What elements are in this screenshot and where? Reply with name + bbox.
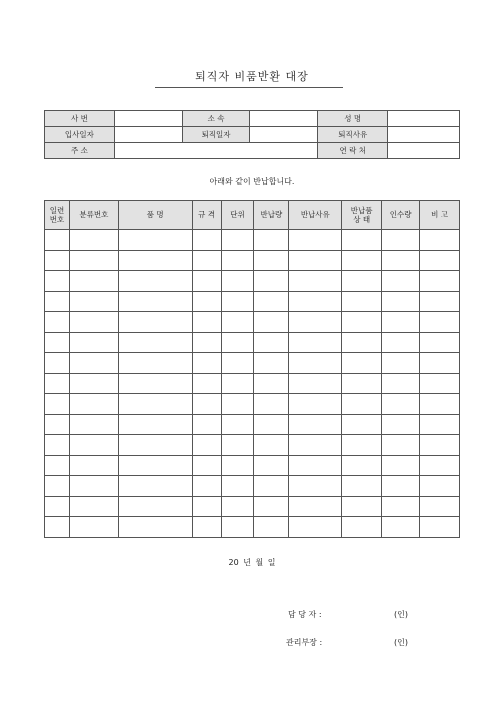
table-cell[interactable] xyxy=(45,455,70,476)
table-cell[interactable] xyxy=(420,517,460,538)
table-cell[interactable] xyxy=(45,312,70,333)
table-cell[interactable] xyxy=(254,250,289,271)
table-cell[interactable] xyxy=(342,517,382,538)
table-cell[interactable] xyxy=(289,414,342,435)
table-cell[interactable] xyxy=(118,476,192,497)
table-cell[interactable] xyxy=(382,414,420,435)
table-cell[interactable] xyxy=(254,353,289,374)
table-cell[interactable] xyxy=(221,332,254,353)
table-cell[interactable] xyxy=(221,291,254,312)
chief-label: 관리부장 : xyxy=(286,638,323,647)
table-cell[interactable] xyxy=(382,517,420,538)
table-cell[interactable] xyxy=(289,394,342,415)
table-cell[interactable] xyxy=(45,250,70,271)
table-cell[interactable] xyxy=(192,373,221,394)
table-cell[interactable] xyxy=(342,414,382,435)
table-cell[interactable] xyxy=(254,373,289,394)
table-cell[interactable] xyxy=(118,496,192,517)
table-cell[interactable] xyxy=(118,230,192,251)
table-cell[interactable] xyxy=(382,312,420,333)
table-cell[interactable] xyxy=(221,353,254,374)
retire-reason-field[interactable] xyxy=(388,127,460,143)
table-cell[interactable] xyxy=(342,496,382,517)
table-cell[interactable] xyxy=(192,332,221,353)
table-cell[interactable] xyxy=(45,291,70,312)
table-cell[interactable] xyxy=(342,435,382,456)
table-cell[interactable] xyxy=(382,332,420,353)
table-cell[interactable] xyxy=(289,332,342,353)
table-row xyxy=(45,496,460,517)
table-row xyxy=(45,291,460,312)
table-cell[interactable] xyxy=(382,271,420,292)
table-row xyxy=(45,435,460,456)
table-cell[interactable] xyxy=(69,373,118,394)
header-unit: 단위 xyxy=(221,201,254,230)
table-cell[interactable] xyxy=(420,250,460,271)
table-cell[interactable] xyxy=(118,312,192,333)
table-cell[interactable] xyxy=(289,435,342,456)
header-return-reason: 반납사유 xyxy=(289,201,342,230)
table-cell[interactable] xyxy=(342,230,382,251)
table-cell[interactable] xyxy=(221,271,254,292)
table-cell[interactable] xyxy=(420,271,460,292)
table-row xyxy=(45,517,460,538)
table-cell[interactable] xyxy=(254,476,289,497)
table-cell[interactable] xyxy=(289,517,342,538)
table-cell[interactable] xyxy=(192,517,221,538)
contact-label: 연 락 처 xyxy=(318,143,388,159)
table-cell[interactable] xyxy=(254,271,289,292)
table-cell[interactable] xyxy=(221,455,254,476)
table-cell[interactable] xyxy=(221,373,254,394)
table-cell[interactable] xyxy=(254,394,289,415)
table-cell[interactable] xyxy=(221,312,254,333)
date-line: 20 년 월 일 xyxy=(228,558,276,567)
table-cell[interactable] xyxy=(221,394,254,415)
table-cell[interactable] xyxy=(254,332,289,353)
name-field[interactable] xyxy=(388,111,460,127)
table-cell[interactable] xyxy=(192,230,221,251)
table-cell[interactable] xyxy=(221,517,254,538)
chief-seal: (인) xyxy=(394,638,408,647)
retire-date-label: 퇴직일자 xyxy=(182,127,250,143)
header-item-name: 품 명 xyxy=(118,201,192,230)
table-cell[interactable] xyxy=(192,271,221,292)
table-cell[interactable] xyxy=(69,291,118,312)
table-cell[interactable] xyxy=(69,250,118,271)
table-cell[interactable] xyxy=(382,455,420,476)
table-cell[interactable] xyxy=(192,455,221,476)
title-underline xyxy=(155,87,343,88)
table-cell[interactable] xyxy=(342,312,382,333)
department-label: 소 속 xyxy=(182,111,250,127)
table-cell[interactable] xyxy=(382,373,420,394)
table-cell[interactable] xyxy=(45,435,70,456)
table-row xyxy=(45,373,460,394)
table-cell[interactable] xyxy=(420,312,460,333)
table-cell[interactable] xyxy=(420,455,460,476)
table-cell[interactable] xyxy=(69,353,118,374)
table-cell[interactable] xyxy=(118,435,192,456)
table-cell[interactable] xyxy=(382,496,420,517)
table-cell[interactable] xyxy=(382,353,420,374)
table-row xyxy=(45,332,460,353)
table-cell[interactable] xyxy=(221,250,254,271)
table-cell[interactable] xyxy=(342,476,382,497)
header-item-condition: 반납품 상 태 xyxy=(342,201,382,230)
table-cell[interactable] xyxy=(192,250,221,271)
table-cell[interactable] xyxy=(342,332,382,353)
table-cell[interactable] xyxy=(45,394,70,415)
table-cell[interactable] xyxy=(342,291,382,312)
table-cell[interactable] xyxy=(118,394,192,415)
table-cell[interactable] xyxy=(420,414,460,435)
table-cell[interactable] xyxy=(254,312,289,333)
retire-reason-label: 퇴직사유 xyxy=(318,127,388,143)
table-cell[interactable] xyxy=(69,271,118,292)
table-cell[interactable] xyxy=(192,476,221,497)
table-cell[interactable] xyxy=(192,435,221,456)
table-cell[interactable] xyxy=(289,271,342,292)
table-cell[interactable] xyxy=(254,230,289,251)
table-cell[interactable] xyxy=(420,291,460,312)
table-cell[interactable] xyxy=(118,250,192,271)
table-cell[interactable] xyxy=(289,476,342,497)
table-cell[interactable] xyxy=(221,496,254,517)
table-row xyxy=(45,271,460,292)
table-cell[interactable] xyxy=(69,332,118,353)
table-cell[interactable] xyxy=(382,476,420,497)
table-row xyxy=(45,394,460,415)
table-cell[interactable] xyxy=(45,476,70,497)
table-cell[interactable] xyxy=(342,250,382,271)
table-cell[interactable] xyxy=(69,312,118,333)
table-cell[interactable] xyxy=(45,230,70,251)
table-row xyxy=(45,414,460,435)
return-items-table xyxy=(44,200,460,538)
table-cell[interactable] xyxy=(192,496,221,517)
table-cell[interactable] xyxy=(192,312,221,333)
address-field[interactable] xyxy=(114,143,317,159)
table-cell[interactable] xyxy=(254,455,289,476)
table-cell[interactable] xyxy=(254,414,289,435)
table-cell[interactable] xyxy=(118,517,192,538)
hire-date-label: 입사일자 xyxy=(45,127,115,143)
table-cell[interactable] xyxy=(45,414,70,435)
table-cell[interactable] xyxy=(69,455,118,476)
table-cell[interactable] xyxy=(69,394,118,415)
table-cell[interactable] xyxy=(118,291,192,312)
table-cell[interactable] xyxy=(382,230,420,251)
table-cell[interactable] xyxy=(45,373,70,394)
table-cell[interactable] xyxy=(45,496,70,517)
table-cell[interactable] xyxy=(254,517,289,538)
table-cell[interactable] xyxy=(69,435,118,456)
table-cell[interactable] xyxy=(118,353,192,374)
table-cell[interactable] xyxy=(342,271,382,292)
table-cell[interactable] xyxy=(118,271,192,292)
table-cell[interactable] xyxy=(420,394,460,415)
hire-date-field[interactable] xyxy=(114,127,182,143)
name-label: 성 명 xyxy=(318,111,388,127)
table-cell[interactable] xyxy=(118,332,192,353)
table-cell[interactable] xyxy=(254,496,289,517)
table-cell[interactable] xyxy=(69,230,118,251)
table-cell[interactable] xyxy=(420,476,460,497)
table-cell[interactable] xyxy=(289,291,342,312)
header-remarks: 비 고 xyxy=(420,201,460,230)
manager-label: 담 당 자 : xyxy=(288,610,322,619)
table-cell[interactable] xyxy=(118,373,192,394)
employee-number-field[interactable] xyxy=(114,111,182,127)
table-cell[interactable] xyxy=(382,291,420,312)
table-cell[interactable] xyxy=(118,414,192,435)
table-row xyxy=(45,250,460,271)
table-cell[interactable] xyxy=(192,394,221,415)
table-cell[interactable] xyxy=(254,435,289,456)
table-cell[interactable] xyxy=(420,353,460,374)
table-cell[interactable] xyxy=(118,455,192,476)
table-cell[interactable] xyxy=(192,291,221,312)
contact-field[interactable] xyxy=(388,143,460,159)
table-row xyxy=(45,476,460,497)
table-cell[interactable] xyxy=(221,435,254,456)
table-cell[interactable] xyxy=(192,414,221,435)
table-cell[interactable] xyxy=(289,353,342,374)
table-cell[interactable] xyxy=(254,291,289,312)
table-cell[interactable] xyxy=(69,496,118,517)
employee-number-label: 사 번 xyxy=(45,111,115,127)
table-cell[interactable] xyxy=(221,476,254,497)
intro-text: 아래와 같이 반납합니다. xyxy=(209,177,295,186)
header-category-no: 분류번호 xyxy=(69,201,118,230)
header-return-qty: 반납량 xyxy=(254,201,289,230)
table-cell[interactable] xyxy=(45,271,70,292)
header-received-qty: 인수량 xyxy=(382,201,420,230)
table-cell[interactable] xyxy=(69,414,118,435)
table-cell[interactable] xyxy=(45,332,70,353)
table-cell[interactable] xyxy=(289,496,342,517)
table-cell[interactable] xyxy=(342,353,382,374)
table-cell[interactable] xyxy=(192,353,221,374)
table-cell[interactable] xyxy=(342,394,382,415)
table-row xyxy=(45,353,460,374)
table-cell[interactable] xyxy=(420,496,460,517)
table-cell[interactable] xyxy=(289,455,342,476)
manager-seal: (인) xyxy=(394,610,408,619)
table-cell[interactable] xyxy=(382,394,420,415)
header-spec: 규 격 xyxy=(192,201,221,230)
address-label: 주 소 xyxy=(45,143,115,159)
table-cell[interactable] xyxy=(342,373,382,394)
table-cell[interactable] xyxy=(382,435,420,456)
table-cell[interactable] xyxy=(382,250,420,271)
table-row xyxy=(45,230,460,251)
table-row xyxy=(45,312,460,333)
table-cell[interactable] xyxy=(69,517,118,538)
table-row xyxy=(45,455,460,476)
page-title: 퇴직자 비품반환 대장 xyxy=(195,70,309,83)
table-cell[interactable] xyxy=(45,353,70,374)
table-cell[interactable] xyxy=(420,373,460,394)
table-cell[interactable] xyxy=(289,250,342,271)
table-cell[interactable] xyxy=(289,230,342,251)
table-cell[interactable] xyxy=(69,476,118,497)
table-cell[interactable] xyxy=(342,455,382,476)
table-cell[interactable] xyxy=(221,230,254,251)
table-cell[interactable] xyxy=(221,414,254,435)
retire-date-field[interactable] xyxy=(250,127,318,143)
table-cell[interactable] xyxy=(420,332,460,353)
table-cell[interactable] xyxy=(420,435,460,456)
table-cell[interactable] xyxy=(420,230,460,251)
header-serial-no: 일련 번호 xyxy=(45,201,70,230)
table-cell[interactable] xyxy=(45,517,70,538)
table-cell[interactable] xyxy=(289,312,342,333)
employee-info-table xyxy=(44,110,460,159)
department-field[interactable] xyxy=(250,111,318,127)
table-cell[interactable] xyxy=(289,373,342,394)
